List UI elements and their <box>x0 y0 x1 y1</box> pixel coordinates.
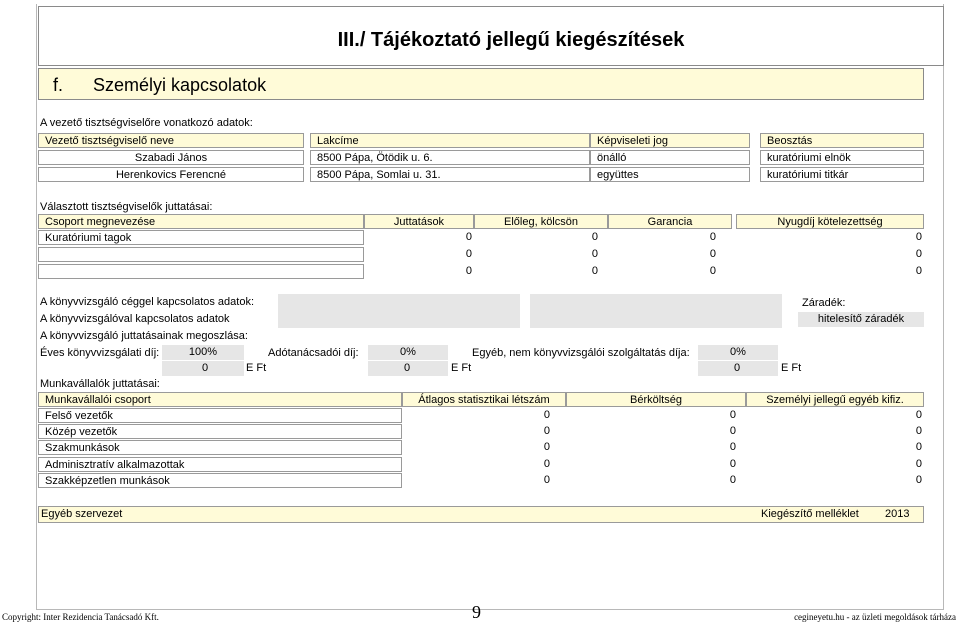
benefits-row-value: 0 <box>465 265 472 277</box>
leader-name: Szabadi János <box>38 150 304 165</box>
benefits-row-value: 0 <box>915 265 922 277</box>
employees-row-value: 0 <box>729 458 736 470</box>
benefits-row-value: 0 <box>591 265 598 277</box>
employees-row-value: 0 <box>915 409 922 421</box>
annual-fee-label: Éves könyvvizsgálati díj: <box>40 347 160 359</box>
auditor-company-field <box>278 294 520 328</box>
benefits-row-group <box>38 247 364 262</box>
employees-header-other: Személyi jellegű egyéb kifiz. <box>746 392 924 407</box>
auditor-person-label: A könyvvizsgálóval kapcsolatos adatok <box>40 313 230 325</box>
bottom-bar <box>38 506 924 523</box>
section-title: Személyi kapcsolatok <box>93 75 267 95</box>
employees-row-group: Adminisztratív alkalmazottak <box>38 457 402 472</box>
benefits-caption: Választott tisztségviselők juttatásai: <box>40 201 213 213</box>
benefits-row-value: 0 <box>915 248 922 260</box>
auditor-fees-label: A könyvvizsgáló juttatásainak megoszlása: <box>40 330 248 342</box>
employees-row-value: 0 <box>729 474 736 486</box>
benefits-header-advance: Előleg, kölcsön <box>474 214 608 229</box>
benefits-header-guarantee: Garancia <box>608 214 732 229</box>
tax-fee-label: Adótanácsadói díj: <box>268 347 359 359</box>
other-fee-value: 0 <box>698 361 778 376</box>
employees-row-value: 0 <box>915 441 922 453</box>
annual-fee-unit: E Ft <box>246 362 267 374</box>
benefits-row-value: 0 <box>591 248 598 260</box>
tax-fee-percent: 0% <box>368 345 448 360</box>
employees-header-headcount: Átlagos statisztikai létszám <box>402 392 566 407</box>
benefits-row-value: 0 <box>915 231 922 243</box>
employees-row-value: 0 <box>543 409 550 421</box>
employees-row-value: 0 <box>543 441 550 453</box>
benefits-row-value: 0 <box>591 231 598 243</box>
leader-position: kuratóriumi titkár <box>760 167 924 182</box>
auditor-company-label: A könyvvizsgáló céggel kapcsolatos adatok: <box>40 296 255 308</box>
employees-row-value: 0 <box>915 425 922 437</box>
other-fee-percent: 0% <box>698 345 778 360</box>
document-label: Kiegészítő melléklet <box>761 508 859 520</box>
leader-rep: önálló <box>590 150 750 165</box>
annual-fee-percent: 100% <box>162 345 244 360</box>
employees-row-group: Szakképzetlen munkások <box>38 473 402 488</box>
employees-header-wages: Bérköltség <box>566 392 746 407</box>
leader-address: 8500 Pápa, Somlai u. 31. <box>310 167 590 182</box>
section-letter: f. <box>53 75 64 95</box>
leader-name: Herenkovics Ferencné <box>38 167 304 182</box>
employees-row-value: 0 <box>543 458 550 470</box>
tax-fee-value: 0 <box>368 361 448 376</box>
benefits-header-group: Csoport megnevezése <box>38 214 364 229</box>
employees-row-value: 0 <box>729 409 736 421</box>
employees-row-group: Közép vezetők <box>38 424 402 439</box>
leaders-header-address: Lakcíme <box>310 133 590 148</box>
benefits-row-value: 0 <box>465 248 472 260</box>
auditor-person-field <box>530 294 782 328</box>
employees-row-value: 0 <box>729 441 736 453</box>
leaders-header-position: Beosztás <box>760 133 924 148</box>
tax-fee-unit: E Ft <box>451 362 472 374</box>
employees-row-value: 0 <box>543 474 550 486</box>
benefits-row-group: Kuratóriumi tagok <box>38 230 364 245</box>
employees-row-value: 0 <box>915 474 922 486</box>
benefits-row-value: 0 <box>709 231 716 243</box>
benefits-header-pension: Nyugdíj kötelezettség <box>736 214 924 229</box>
org-type-label: Egyéb szervezet <box>41 508 123 520</box>
employees-caption: Munkavállalók juttatásai: <box>40 378 160 390</box>
employees-row-group: Felső vezetők <box>38 408 402 423</box>
employees-row-value: 0 <box>729 425 736 437</box>
leaders-header-name: Vezető tisztségviselő neve <box>38 133 304 148</box>
page-title: III./ Tájékoztató jellegű kiegészítések <box>337 29 685 51</box>
benefits-row-value: 0 <box>709 248 716 260</box>
section-header <box>38 68 924 100</box>
page-number: 9 <box>472 602 481 622</box>
footer-site: cegineyetu.hu - az üzleti megoldások tárháza <box>794 612 956 622</box>
leaders-caption: A vezető tisztségviselőre vonatkozó adatok: <box>40 117 253 129</box>
employees-row-group: Szakmunkások <box>38 440 402 455</box>
leader-rep: együttes <box>590 167 750 182</box>
benefits-header-payments: Juttatások <box>364 214 474 229</box>
clause-value: hitelesítő záradék <box>798 312 924 327</box>
employees-header-group: Munkavállalói csoport <box>38 392 402 407</box>
other-fee-unit: E Ft <box>781 362 802 374</box>
employees-row-value: 0 <box>543 425 550 437</box>
other-fee-label: Egyéb, nem könyvvizsgálói szolgáltatás díja: <box>472 347 690 359</box>
year-label: 2013 <box>885 508 910 520</box>
leaders-header-rep: Képviseleti jog <box>590 133 750 148</box>
benefits-row-value: 0 <box>465 231 472 243</box>
employees-row-value: 0 <box>915 458 922 470</box>
benefits-row-group <box>38 264 364 279</box>
benefits-row-value: 0 <box>709 265 716 277</box>
annual-fee-value: 0 <box>162 361 244 376</box>
title-box <box>38 6 944 66</box>
leader-position: kuratóriumi elnök <box>760 150 924 165</box>
copyright: Copyright: Inter Rezidencia Tanácsadó Kft. <box>2 612 159 622</box>
leader-address: 8500 Pápa, Ötödik u. 6. <box>310 150 590 165</box>
clause-label: Záradék: <box>802 297 846 309</box>
